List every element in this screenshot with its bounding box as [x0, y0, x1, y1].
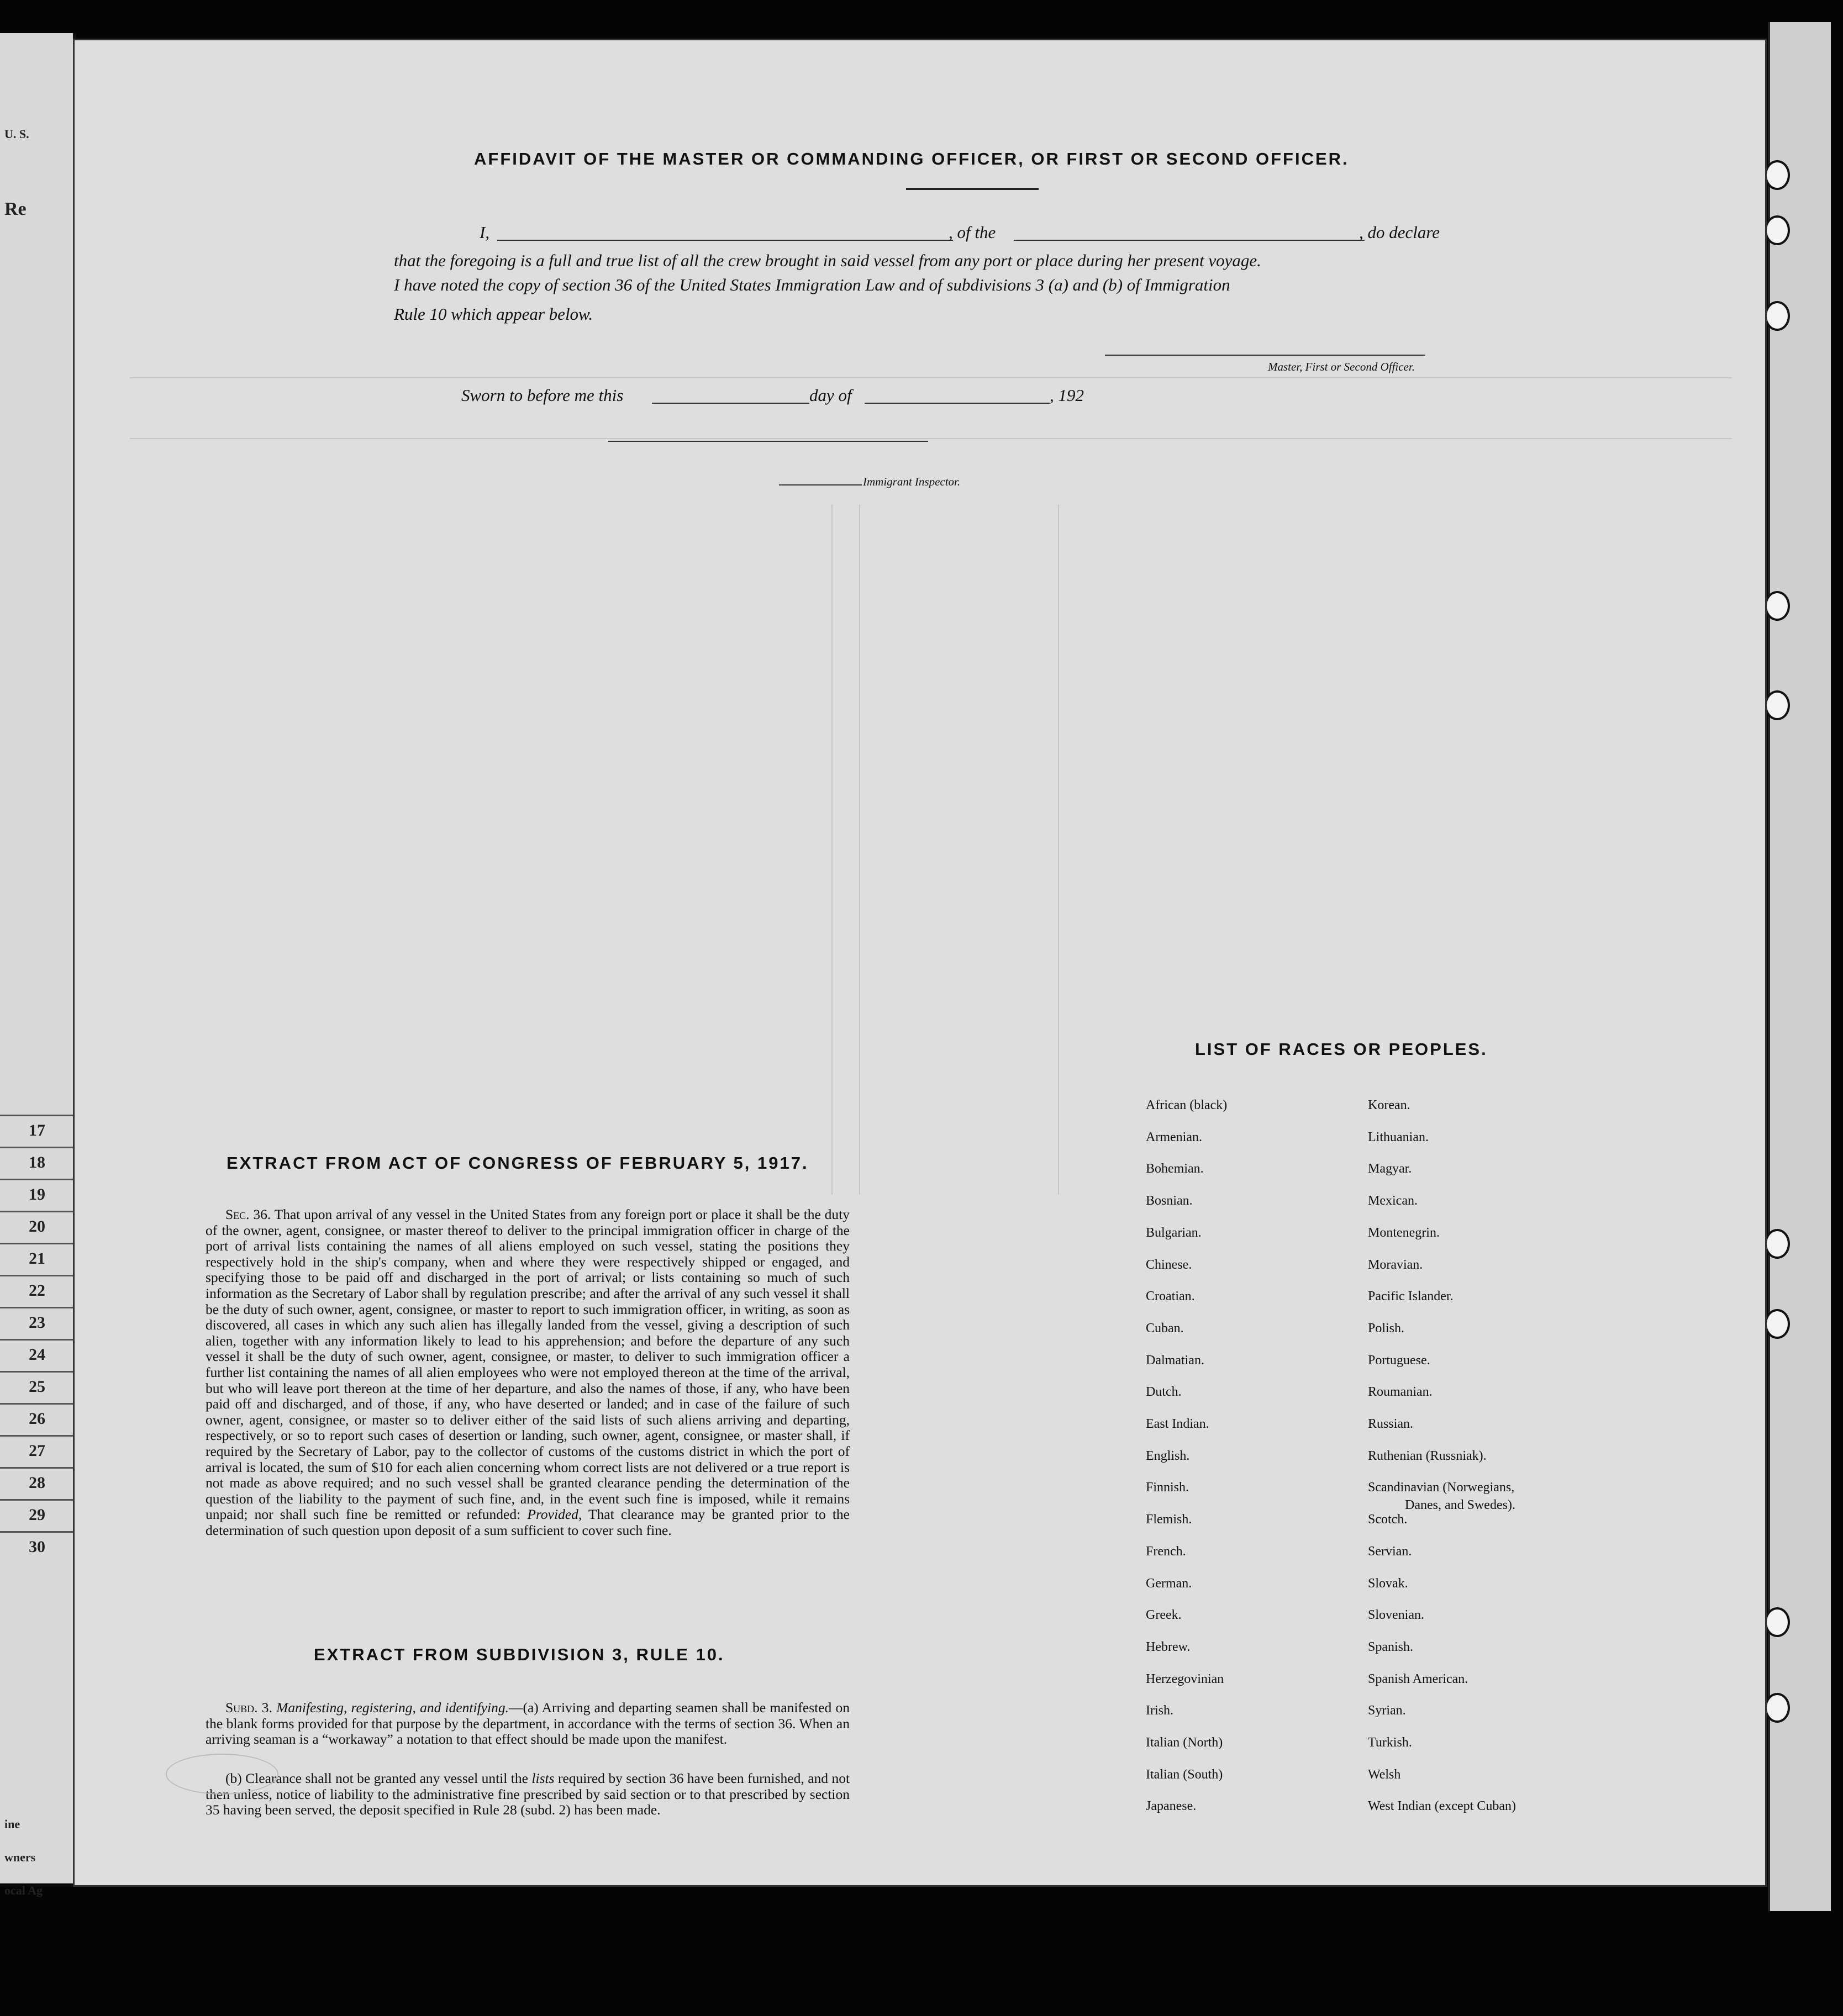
punch-hole [1765, 301, 1790, 331]
strip-footer-owners: wners [4, 1850, 36, 1864]
strip-footer-ine: ine [4, 1817, 20, 1831]
section-36-body: That upon arrival of any vessel in the United States from any foreign port or place it shall be the duty of the owner, agent, consignee, or master thereof to deliver to the principal immigration officer in charge of the port of arrival lists containing the names of all aliens employed on such vessel, stating the positions they respectively hold in the ship's company, when and where they were respectively shipped or engaged, and specifying those to be paid off and discharged in the port of arrival; or lists containing so much of such information as the Secretary of Labor shall by regulation prescribe; and after the arrival of any such vessel it shall be the duty of such owner, agent, consignee, or master to report to such immigration officer, in writing, as soon as discovered, all cases in which any such alien has illegally landed from the vessel, giving a description of such alien, together with any information likely to lead to his apprehension; and before the departure of any such vessel it shall be the duty of such owner, agent, consignee, or master, to deliver to such immigration officer a further list containing the names of all alien employees who were not employed thereon at the time of the arrival, but who will leave port thereon at the time of her departure, and also the names of those, if any, who have been paid off and discharged, and of those, if any, who have deserted or landed; and in case of the failure of such owner, agent, consignee, or master so to deliver either of the said lists of such aliens arriving and departing, respectively, or so to report such cases of desertion or landing, such owner, agent, consignee, or master shall, if required by the Secretary of Labor, pay to the collector of customs of the customs district in which the port of arrival is located, the sum of $10 for each alien concerning whom correct lists are not delivered or a true report is not made as above required; and no such vessel shall be granted clearance pending the determination of the question of the liability to the payment of such fine, and, in the event such fine is imposed, while it remains unpaid; nor shall such fine be remitted or refunded: [206, 1206, 850, 1523]
punch-hole [1765, 591, 1790, 621]
race-item: Slovenian. [1368, 1608, 1424, 1622]
subd-para-b-lists: lists [531, 1770, 555, 1786]
races-title: LIST OF RACES OR PEOPLES. [1195, 1039, 1488, 1059]
ghost-header-line [130, 438, 1732, 439]
subd-para-b-start: (b) Clearance shall not be granted any vessel until the [225, 1770, 528, 1786]
strip-row-number: 28 [29, 1474, 45, 1492]
race-item: Servian. [1368, 1544, 1412, 1559]
race-item: Dalmatian. [1146, 1353, 1204, 1368]
race-item: Flemish. [1146, 1512, 1192, 1527]
affidavit-title: AFFIDAVIT OF THE MASTER OR COMMANDING OFFICER, OR FIRST OR SECOND OFFICER. [474, 149, 1349, 168]
race-item: Slovak. [1368, 1576, 1408, 1591]
race-item: East Indian. [1146, 1417, 1209, 1431]
right-page-strip [1768, 22, 1831, 1911]
strip-row-divider [0, 1499, 73, 1501]
race-item: Bosnian. [1146, 1194, 1193, 1208]
race-item: Korean. [1368, 1098, 1410, 1112]
strip-row-divider [0, 1307, 73, 1308]
race-item: Polish. [1368, 1321, 1405, 1336]
race-item: Turkish. [1368, 1735, 1412, 1750]
strip-row-divider [0, 1467, 73, 1469]
strip-label-re: Re [4, 199, 27, 219]
race-item: Lithuanian. [1368, 1130, 1429, 1144]
race-item: Portuguese. [1368, 1353, 1430, 1368]
race-item-scandinavian-cont: Danes, and Swedes). [1405, 1498, 1515, 1512]
race-item: Scotch. [1368, 1512, 1408, 1527]
ghost-column-line [859, 504, 860, 1195]
punch-hole [1765, 215, 1790, 245]
punch-hole [1765, 1309, 1790, 1339]
punch-hole [1765, 690, 1790, 720]
race-item: Bohemian. [1146, 1162, 1204, 1176]
form-sheet [73, 39, 1767, 1887]
strip-row-divider [0, 1531, 73, 1533]
strip-row-number: 22 [29, 1281, 45, 1300]
faint-stamp [166, 1754, 278, 1795]
left-page-strip [0, 33, 76, 1897]
race-item: Greek. [1146, 1608, 1182, 1622]
strip-row-number: 30 [29, 1538, 45, 1556]
race-item: Irish. [1146, 1703, 1173, 1718]
race-item: German. [1146, 1576, 1192, 1591]
race-item: Hebrew. [1146, 1640, 1191, 1654]
race-item: Syrian. [1368, 1703, 1406, 1718]
strip-row-number: 21 [29, 1249, 45, 1268]
punch-hole [1765, 1607, 1790, 1637]
race-item: Finnish. [1146, 1480, 1189, 1495]
master-caption: Master, First or Second Officer. [1268, 360, 1415, 373]
race-item: Dutch. [1146, 1385, 1182, 1399]
strip-row-divider [0, 1371, 73, 1373]
section-36-text [206, 1207, 850, 1538]
race-item: Ruthenian (Russniak). [1368, 1449, 1487, 1463]
strip-row-divider [0, 1243, 73, 1244]
name-blank[interactable] [497, 240, 953, 241]
strip-row-number: 25 [29, 1378, 45, 1396]
strip-row-number: 23 [29, 1313, 45, 1332]
race-item: Spanish. [1368, 1640, 1414, 1654]
strip-row-number: 29 [29, 1506, 45, 1524]
affidavit-line-3: I have noted the copy of section 36 of the United States Immigration Law and of subdivisions 3 (a) and (b) of Immigration [394, 275, 1230, 294]
race-item: Magyar. [1368, 1162, 1412, 1176]
inspector-caption: Immigrant Inspector. [863, 475, 961, 488]
race-item: Cuban. [1146, 1321, 1184, 1336]
strip-row-divider [0, 1179, 73, 1180]
subd-para-a: —(a) Arriving and departing seamen shall be manifested on the blank forms provided for that purpose by the department, in accordance with the terms of section 36. When an arriving seaman is a “workaway” a notation to that effect should be made upon the manifest. [206, 1700, 850, 1748]
sworn-day-of: day of [809, 386, 852, 405]
strip-row-number: 20 [29, 1217, 45, 1236]
ghost-column-line [831, 504, 833, 1195]
affidavit-line-2: that the foregoing is a full and true list of all the crew brought in said vessel from any port or place during her present voyage. [394, 251, 1261, 270]
strip-row-number: 26 [29, 1410, 45, 1428]
affidavit-i-label: I, [480, 223, 490, 242]
race-item: Bulgarian. [1146, 1226, 1202, 1240]
race-item: Italian (South) [1146, 1767, 1223, 1782]
subd-label: Subd. 3. [225, 1700, 272, 1716]
sworn-day-blank[interactable] [652, 403, 809, 404]
race-item: Moravian. [1368, 1258, 1423, 1272]
race-item: Montenegrin. [1368, 1226, 1440, 1240]
race-item: French. [1146, 1544, 1186, 1559]
race-item: Armenian. [1146, 1130, 1202, 1144]
race-item: Croatian. [1146, 1289, 1195, 1303]
race-item: Welsh [1368, 1767, 1401, 1782]
strip-row-divider [0, 1115, 73, 1116]
strip-label-us: U. S. [4, 127, 29, 141]
subdivision-3-text-b [206, 1771, 850, 1818]
strip-row-divider [0, 1275, 73, 1276]
race-item: Herzegovinian [1146, 1672, 1224, 1686]
race-item: Roumanian. [1368, 1385, 1433, 1399]
race-item: Russian. [1368, 1417, 1414, 1431]
race-item: Spanish American. [1368, 1672, 1468, 1686]
inspector-caption-lead [779, 484, 862, 485]
strip-row-number: 24 [29, 1345, 45, 1364]
subd-para-b-end: required by section 36 have been furnished, and not then unless, notice of liability to the administrative fine prescribed by said section or to that prescribed by section 35 having been served, the deposit specified in Rule 28 (subd. 2) has been made. [206, 1770, 850, 1818]
strip-row-number: 19 [29, 1185, 45, 1204]
race-item: Chinese. [1146, 1258, 1192, 1272]
proviso-text: That clearance may be granted prior to the determination of such question upon deposit of a sum sufficient to cover such fine. [206, 1506, 850, 1538]
extract-rule-title: EXTRACT FROM SUBDIVISION 3, RULE 10. [314, 1645, 725, 1664]
race-item: Pacific Islander. [1368, 1289, 1454, 1303]
race-item: West Indian (except Cuban) [1368, 1799, 1516, 1813]
strip-row-number: 17 [29, 1121, 45, 1139]
sworn-prefix: Sworn to before me this [461, 386, 624, 405]
punch-hole [1765, 160, 1790, 190]
ghost-header-line [130, 377, 1732, 378]
sworn-month-blank[interactable] [865, 403, 1050, 404]
race-item: Italian (North) [1146, 1735, 1223, 1750]
section-36-label: Sec. 36. [225, 1206, 271, 1222]
strip-row-number: 18 [29, 1153, 45, 1171]
proviso-word: Provided, [527, 1506, 582, 1523]
strip-row-divider [0, 1435, 73, 1437]
affidavit-declare-label: , do declare [1359, 223, 1440, 242]
race-item: African (black) [1146, 1098, 1228, 1112]
race-item: Mexican. [1368, 1194, 1418, 1208]
vessel-blank[interactable] [1014, 240, 1365, 241]
race-item: Japanese. [1146, 1799, 1197, 1813]
race-item: Scandinavian (Norwegians, [1368, 1480, 1515, 1495]
title-rule [906, 188, 1039, 190]
affidavit-line-4: Rule 10 which appear below. [394, 304, 593, 324]
strip-row-divider [0, 1211, 73, 1212]
strip-row-number: 27 [29, 1442, 45, 1460]
strip-row-divider [0, 1403, 73, 1405]
ghost-column-line [1058, 504, 1059, 1195]
extract-act-title: EXTRACT FROM ACT OF CONGRESS OF FEBRUARY 5, 1917. [227, 1153, 809, 1173]
subdivision-3-text-a [206, 1700, 850, 1748]
strip-row-divider [0, 1339, 73, 1341]
strip-footer-local-agent: ocal Ag [4, 1883, 43, 1897]
subd-heading: Manifesting, registering, and identifying. [276, 1700, 509, 1716]
affidavit-of-the-label: , of the [949, 223, 996, 242]
strip-row-divider [0, 1147, 73, 1148]
race-item: English. [1146, 1449, 1190, 1463]
master-signature-line[interactable] [1105, 355, 1425, 356]
sworn-year: , 192 [1050, 386, 1084, 405]
punch-hole [1765, 1229, 1790, 1259]
inspector-signature-line[interactable] [608, 441, 928, 442]
punch-hole [1765, 1693, 1790, 1723]
